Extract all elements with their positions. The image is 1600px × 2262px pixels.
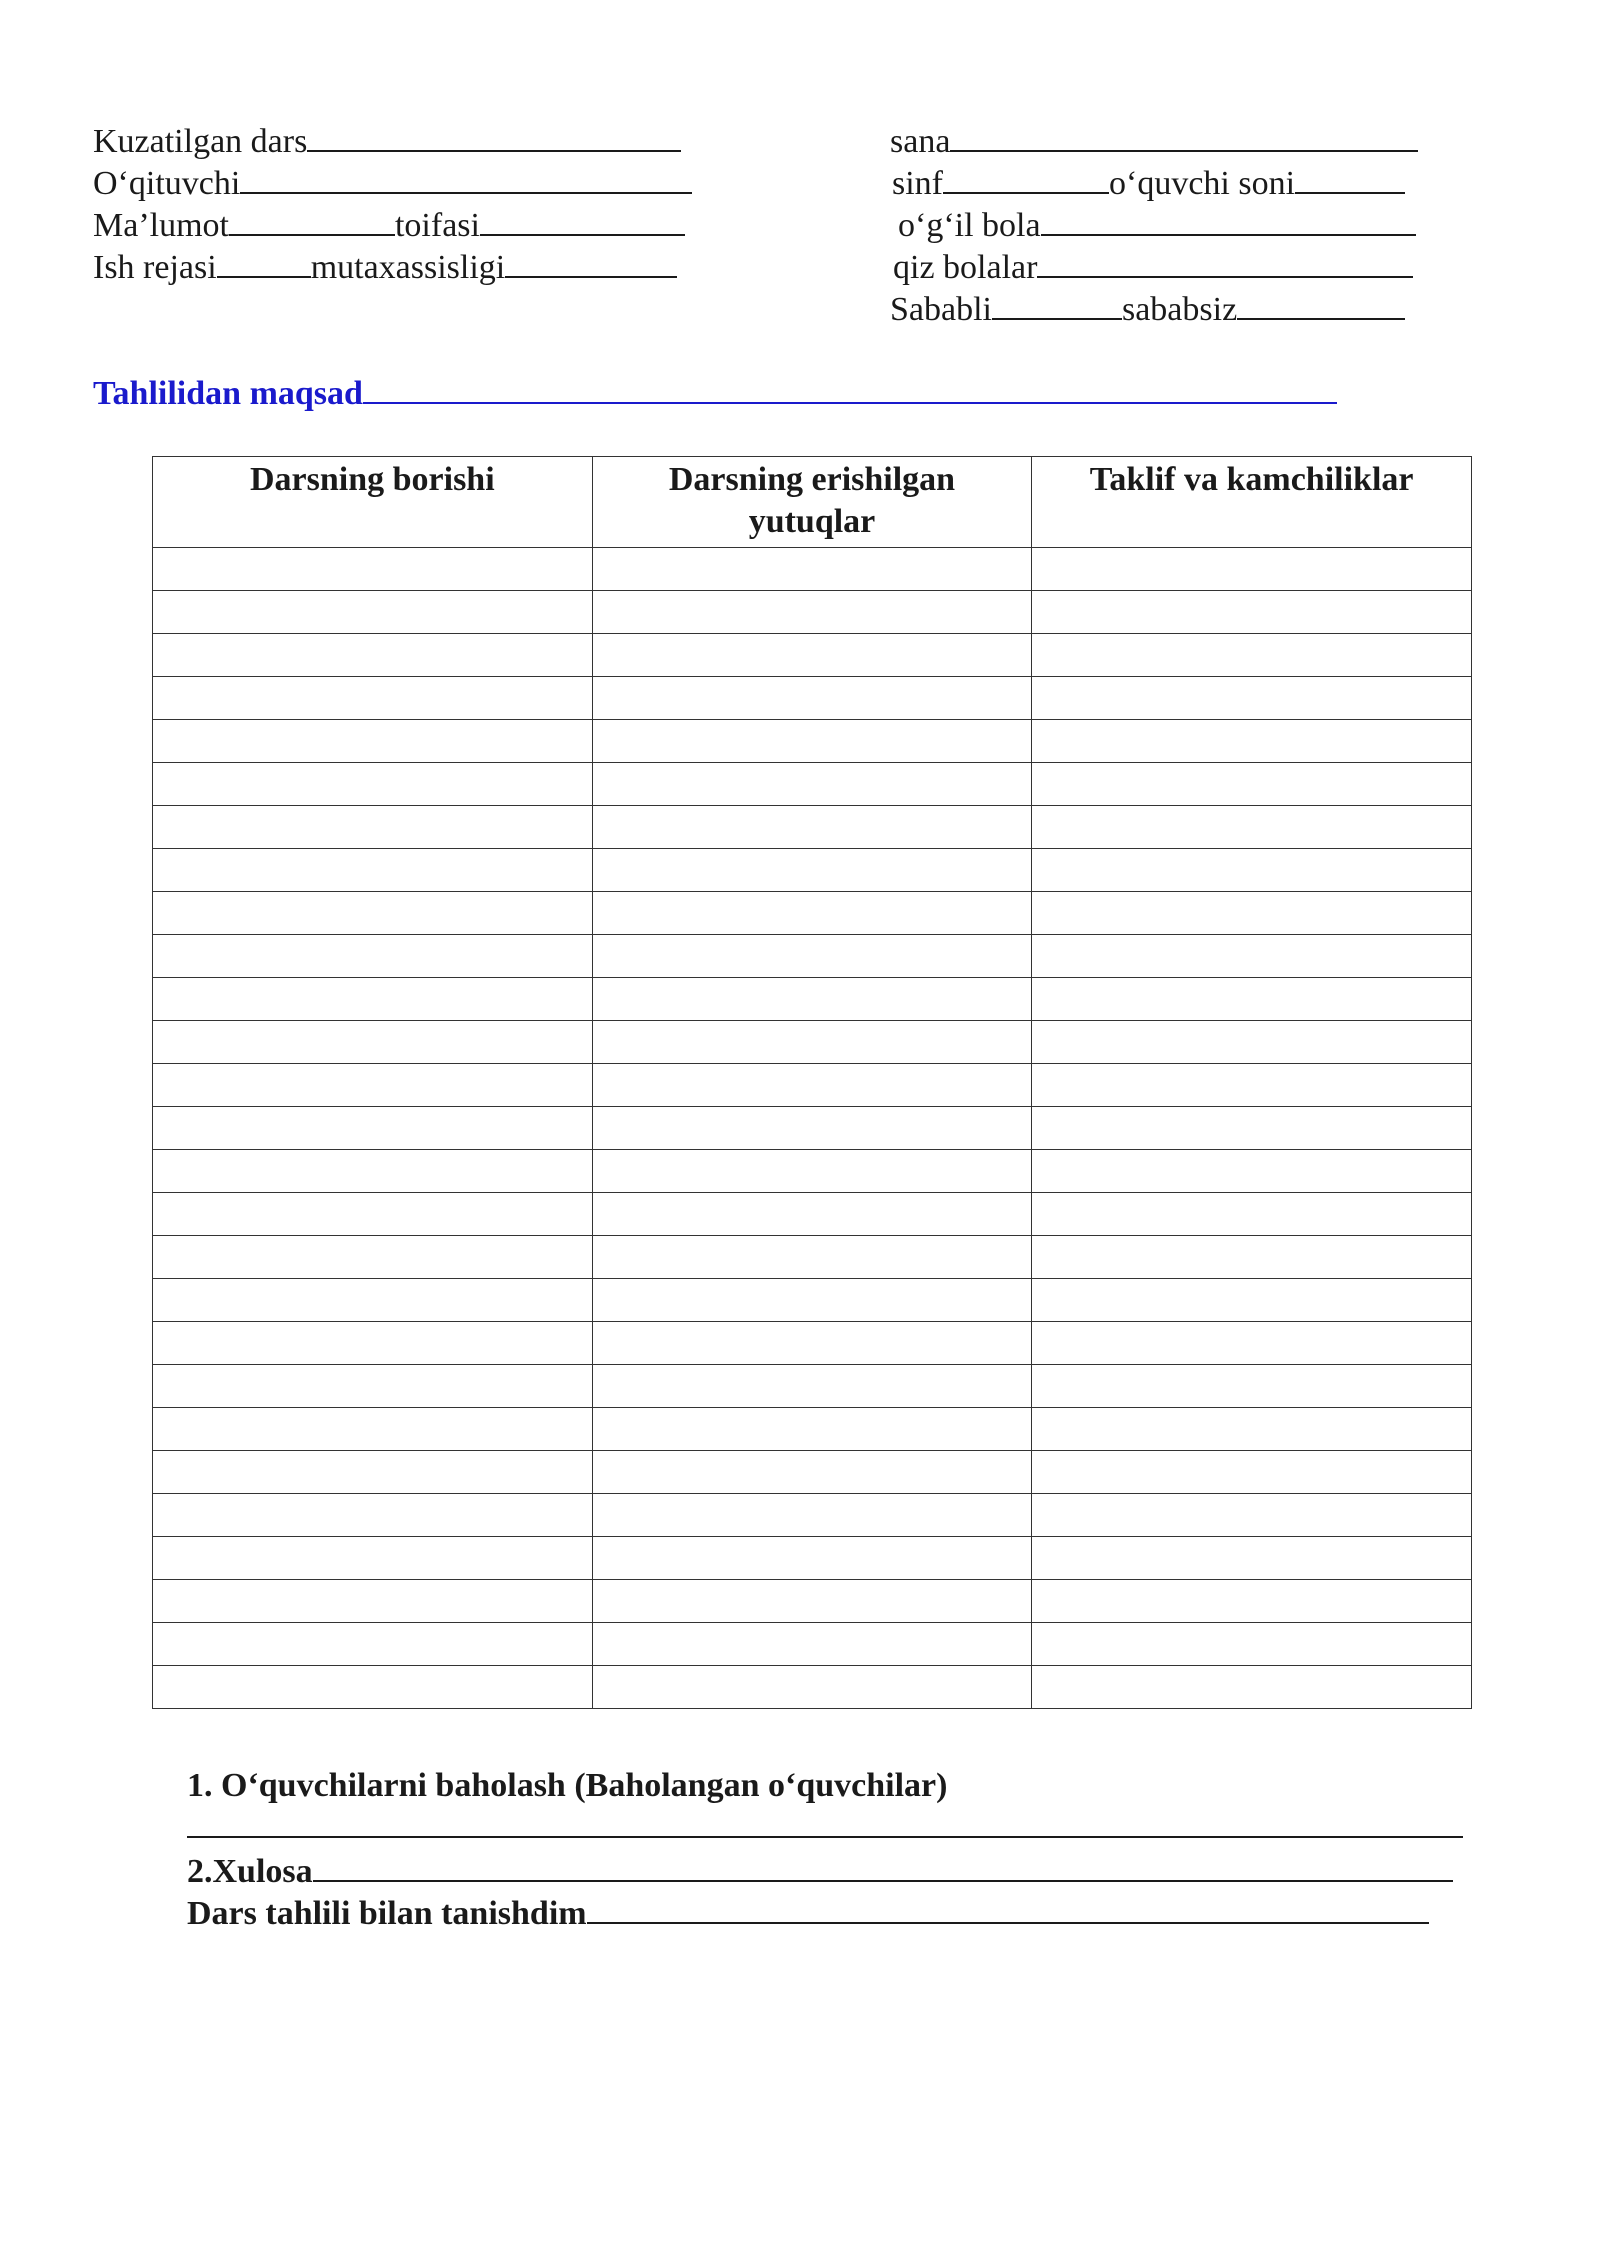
work-plan-label: Ish rejasi xyxy=(93,249,217,286)
table-row xyxy=(153,935,1472,978)
excused-label: Sababli xyxy=(890,291,992,328)
table-row xyxy=(153,548,1472,591)
table-row xyxy=(153,1193,1472,1236)
table-cell[interactable] xyxy=(1032,1150,1472,1193)
student-count-blank[interactable] xyxy=(1295,162,1405,194)
purpose-label: Tahlilidan maqsad xyxy=(93,375,363,412)
table-cell[interactable] xyxy=(153,892,593,935)
table-cell[interactable] xyxy=(153,763,593,806)
girls-label: qiz bolalar xyxy=(893,249,1038,286)
table-cell[interactable] xyxy=(592,1623,1032,1666)
category-blank[interactable] xyxy=(480,204,685,236)
table-cell[interactable] xyxy=(592,1279,1032,1322)
class-label: sinf xyxy=(892,165,943,202)
table-cell[interactable] xyxy=(1032,1236,1472,1279)
table-cell[interactable] xyxy=(1032,892,1472,935)
table-cell[interactable] xyxy=(153,1193,593,1236)
date-field xyxy=(890,120,1418,162)
table-cell[interactable] xyxy=(1032,978,1472,1021)
class-blank[interactable] xyxy=(943,162,1109,194)
table-row xyxy=(153,1150,1472,1193)
table-cell[interactable] xyxy=(592,806,1032,849)
specialty-label: mutaxassisligi xyxy=(310,249,506,286)
table-cell[interactable] xyxy=(153,1021,593,1064)
table-cell[interactable] xyxy=(1032,1494,1472,1537)
boys-label: oʻgʻil bola xyxy=(898,207,1041,244)
purpose-field xyxy=(93,372,1337,414)
table-cell[interactable] xyxy=(592,677,1032,720)
table-cell[interactable] xyxy=(1032,1623,1472,1666)
table-row xyxy=(153,1537,1472,1580)
table-row xyxy=(153,1107,1472,1150)
table-cell[interactable] xyxy=(592,1322,1032,1365)
table-cell[interactable] xyxy=(592,935,1032,978)
boys-field xyxy=(898,204,1416,246)
table-cell[interactable] xyxy=(153,1279,593,1322)
table-cell[interactable] xyxy=(1032,935,1472,978)
excused-blank[interactable] xyxy=(992,288,1122,320)
acknowledged-field xyxy=(187,1892,1429,1934)
table-row xyxy=(153,1064,1472,1107)
unexcused-blank[interactable] xyxy=(1237,288,1405,320)
table-cell[interactable] xyxy=(153,935,593,978)
table-cell[interactable] xyxy=(592,1408,1032,1451)
table-cell[interactable] xyxy=(153,1408,593,1451)
table-cell[interactable] xyxy=(153,1494,593,1537)
table-cell[interactable] xyxy=(153,978,593,1021)
girls-field xyxy=(893,246,1413,288)
table-cell[interactable] xyxy=(153,1322,593,1365)
table-row xyxy=(153,849,1472,892)
table-cell[interactable] xyxy=(592,1365,1032,1408)
table-cell[interactable] xyxy=(592,1193,1032,1236)
table-cell[interactable] xyxy=(153,1580,593,1623)
category-label: toifasi xyxy=(394,207,480,244)
table-cell[interactable] xyxy=(153,634,593,677)
table-cell[interactable] xyxy=(592,1451,1032,1494)
table-row xyxy=(153,1494,1472,1537)
table-cell[interactable] xyxy=(1032,634,1472,677)
table-cell[interactable] xyxy=(153,677,593,720)
assessment-field xyxy=(187,1806,1463,1848)
table-cell[interactable] xyxy=(153,1064,593,1107)
education-blank[interactable] xyxy=(229,204,395,236)
table-cell[interactable] xyxy=(592,1021,1032,1064)
conclusion-label: 2.Xulosa xyxy=(187,1853,313,1890)
table-cell[interactable] xyxy=(1032,591,1472,634)
table-cell[interactable] xyxy=(153,849,593,892)
table-cell[interactable] xyxy=(1032,720,1472,763)
teacher-label: Oʻqituvchi xyxy=(93,165,241,202)
table-row xyxy=(153,892,1472,935)
table-row xyxy=(153,1322,1472,1365)
table-cell[interactable] xyxy=(153,720,593,763)
table-row xyxy=(153,1623,1472,1666)
assessment-heading: 1. Oʻquvchilarni baholash (Baholangan oʻquvchilar) xyxy=(187,1767,948,1804)
table-cell[interactable] xyxy=(153,548,593,591)
table-cell[interactable] xyxy=(153,806,593,849)
table-cell[interactable] xyxy=(153,1150,593,1193)
table-row xyxy=(153,1408,1472,1451)
table-cell[interactable] xyxy=(1032,1322,1472,1365)
table-header-row xyxy=(153,457,1472,548)
teacher-blank[interactable] xyxy=(240,162,692,194)
table-cell[interactable] xyxy=(1032,763,1472,806)
table-row xyxy=(153,1451,1472,1494)
table-cell[interactable] xyxy=(1032,1666,1472,1709)
column-header-suggestions: Taklif va kamchiliklar xyxy=(1032,457,1472,548)
table-cell[interactable] xyxy=(592,548,1032,591)
work-plan-blank[interactable] xyxy=(217,246,311,278)
student-count-label: oʻquvchi soni xyxy=(1109,165,1296,202)
table-cell[interactable] xyxy=(1032,677,1472,720)
table-cell[interactable] xyxy=(592,1666,1032,1709)
table-cell[interactable] xyxy=(592,1150,1032,1193)
table-cell[interactable] xyxy=(1032,806,1472,849)
table-row xyxy=(153,591,1472,634)
acknowledged-label: Dars tahlili bilan tanishdim xyxy=(187,1895,587,1932)
boys-blank[interactable] xyxy=(1041,204,1416,236)
table-row xyxy=(153,1580,1472,1623)
date-label: sana xyxy=(890,123,951,160)
absence-field xyxy=(890,288,1405,330)
table-row xyxy=(153,763,1472,806)
teacher-field xyxy=(93,162,692,204)
table-cell[interactable] xyxy=(1032,548,1472,591)
work-plan-field xyxy=(93,246,677,288)
table-cell[interactable] xyxy=(153,1623,593,1666)
table-cell[interactable] xyxy=(592,849,1032,892)
table-cell[interactable] xyxy=(592,1494,1032,1537)
table-cell[interactable] xyxy=(1032,1064,1472,1107)
girls-blank[interactable] xyxy=(1037,246,1413,278)
table-cell[interactable] xyxy=(592,1580,1032,1623)
table-cell[interactable] xyxy=(592,1537,1032,1580)
table-cell[interactable] xyxy=(153,1451,593,1494)
table-cell[interactable] xyxy=(1032,1537,1472,1580)
table-cell[interactable] xyxy=(1032,1107,1472,1150)
purpose-blank[interactable] xyxy=(363,372,1337,404)
assessment-blank[interactable] xyxy=(187,1806,1463,1838)
table-cell[interactable] xyxy=(1032,1021,1472,1064)
table-row xyxy=(153,634,1472,677)
observed-lesson-blank[interactable] xyxy=(307,120,681,152)
table-row xyxy=(153,720,1472,763)
table-cell[interactable] xyxy=(592,1236,1032,1279)
table-cell[interactable] xyxy=(592,763,1032,806)
observed-lesson-field xyxy=(93,120,681,162)
conclusion-blank[interactable] xyxy=(313,1850,1453,1882)
table-cell[interactable] xyxy=(592,1064,1032,1107)
table-cell[interactable] xyxy=(1032,1193,1472,1236)
table-row xyxy=(153,1365,1472,1408)
table-row xyxy=(153,1666,1472,1709)
table-cell[interactable] xyxy=(592,892,1032,935)
table-cell[interactable] xyxy=(153,1236,593,1279)
table-row xyxy=(153,806,1472,849)
column-header-achievements: Darsning erishilgan yutuqlar xyxy=(592,457,1032,548)
class-field xyxy=(892,162,1405,204)
table-cell[interactable] xyxy=(153,1107,593,1150)
lesson-analysis-table xyxy=(152,456,1472,1709)
specialty-blank[interactable] xyxy=(505,246,677,278)
table-cell[interactable] xyxy=(153,1365,593,1408)
table-cell[interactable] xyxy=(592,1107,1032,1150)
table-row xyxy=(153,677,1472,720)
table-cell[interactable] xyxy=(592,978,1032,1021)
table-cell[interactable] xyxy=(1032,849,1472,892)
table-body xyxy=(153,548,1472,1709)
table-cell[interactable] xyxy=(1032,1580,1472,1623)
table-cell[interactable] xyxy=(1032,1279,1472,1322)
table-row xyxy=(153,1236,1472,1279)
date-blank[interactable] xyxy=(950,120,1418,152)
table-row xyxy=(153,978,1472,1021)
conclusion-field xyxy=(187,1850,1453,1892)
table-cell[interactable] xyxy=(1032,1365,1472,1408)
table-cell[interactable] xyxy=(592,634,1032,677)
table-cell[interactable] xyxy=(153,1666,593,1709)
table-cell[interactable] xyxy=(153,1537,593,1580)
table-cell[interactable] xyxy=(592,591,1032,634)
observed-lesson-label: Kuzatilgan dars xyxy=(93,123,308,160)
table-cell[interactable] xyxy=(1032,1408,1472,1451)
acknowledged-blank[interactable] xyxy=(587,1892,1429,1924)
table-cell[interactable] xyxy=(1032,1451,1472,1494)
table-cell[interactable] xyxy=(592,720,1032,763)
unexcused-label: sababsiz xyxy=(1121,291,1238,328)
column-header-lesson-progress: Darsning borishi xyxy=(153,457,593,548)
education-field xyxy=(93,204,685,246)
table-row xyxy=(153,1021,1472,1064)
table-cell[interactable] xyxy=(153,591,593,634)
education-label: Ma’lumot xyxy=(93,207,229,244)
table-row xyxy=(153,1279,1472,1322)
